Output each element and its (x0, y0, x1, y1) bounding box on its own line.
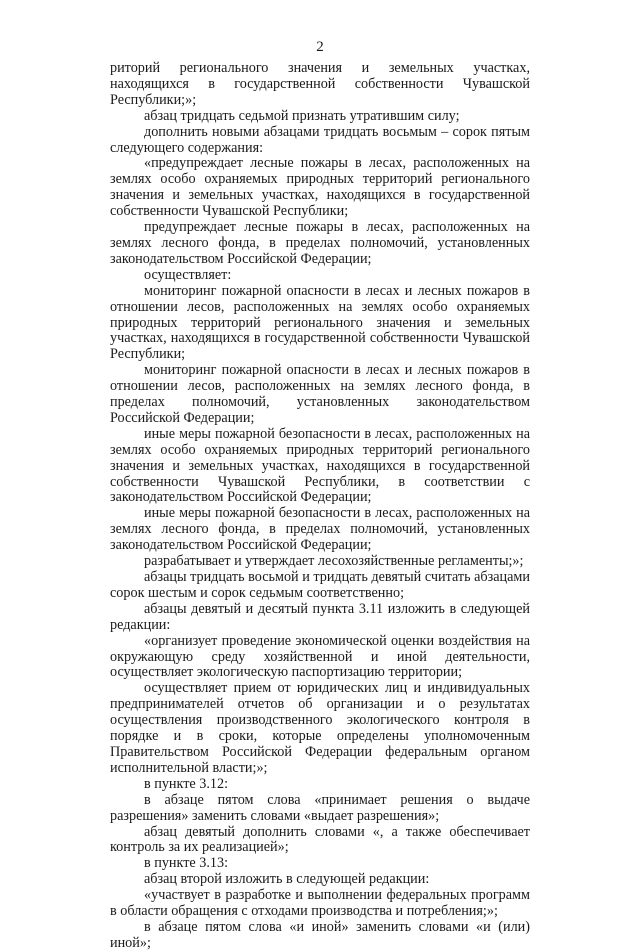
paragraph-4: «предупреждает лесные пожары в лесах, расположенных на землях особо охраняемых природных территорий регионального значения и земельных участках, находящихся в государственной собственности Чувашской Республики; (110, 155, 530, 220)
paragraph-2: абзац тридцать седьмой признать утратившим силу; (144, 107, 460, 124)
paragraph-12: абзацы тридцать восьмой и тридцать девятый считать абзацами сорок шестым и сорок седьмым соответственно; (110, 569, 530, 601)
paragraph-1: риторий регионального значения и земельных участках, находящихся в государственной собственности Чувашской Республики;»; (110, 60, 530, 108)
paragraph-3: дополнить новыми абзацами тридцать восьмым – сорок пятым следующего содержания: (110, 123, 530, 156)
paragraph-17: в абзаце пятом слова «принимает решения о выдаче разрешения» заменить словами «выдает разрешения»; (110, 791, 530, 824)
paragraph-9: иные меры пожарной безопасности в лесах, расположенных на землях особо охраняемых природных территорий регионального значения и земельных участках, находящихся в государственной собственности Чувашской Республики, в соответствии с законодательством Российской Федерации; (110, 425, 530, 506)
document-body (110, 61, 530, 952)
paragraph-10: иные меры пожарной безопасности в лесах, расположенных на землях лесного фонда, в пределах полномочий, установленных законодательством Российской Федерации; (110, 505, 530, 554)
paragraph-8: мониторинг пожарной опасности в лесах и лесных пожаров в отношении лесов, расположенных на землях лесного фонда, в пределах полномочий, установленных законодательством Российской Федерации; (110, 362, 530, 426)
paragraph-22: в абзаце пятом слова «и иной» заменить словами «и (или) иной»; (110, 918, 530, 951)
paragraph-14: «организует проведение экономической оценки воздействия на окружающую среду хозяйственной и иной деятельности, осуществляет экологическую паспортизацию территории; (110, 632, 530, 681)
paragraph-5: предупреждает лесные пожары в лесах, расположенных на землях лесного фонда, в пределах полномочий, установленных законодательством Российской Федерации; (110, 219, 530, 267)
paragraph-15: осуществляет прием от юридических лиц и индивидуальных предпринимателей отчетов об организации и о результатах осуществления производственного экологического контроля в порядке и в сроки, которые определены уполномоченным Правительством Российской Федерации федеральным органом исполнительной власти;»; (110, 680, 530, 776)
paragraph-20: абзац второй изложить в следующей редакции: (144, 871, 430, 888)
paragraph-11: разрабатывает и утверждает лесохозяйственные регламенты;»; (144, 553, 524, 570)
paragraph-21: «участвует в разработке и выполнении федеральных программ в области обращения с отходами производства и потребления;»; (110, 887, 530, 920)
page-number: 2 (316, 39, 324, 55)
paragraph-7: мониторинг пожарной опасности в лесах и лесных пожаров в отношении лесов, расположенных на землях особо охраняемых природных территорий регионального значения и земельных участках, находящихся в государственной собственности Чувашской Республики; (110, 282, 530, 363)
paragraph-16: в пункте 3.12: (144, 775, 229, 792)
paragraph-6: осуществляет: (144, 266, 232, 283)
paragraph-13: абзацы девятый и десятый пункта 3.11 изложить в следующей редакции: (110, 600, 530, 633)
paragraph-18: абзац девятый дополнить словами «, а также обеспечивает контроль за их реализацией»; (110, 823, 530, 856)
paragraph-19: в пункте 3.13: (144, 855, 229, 872)
